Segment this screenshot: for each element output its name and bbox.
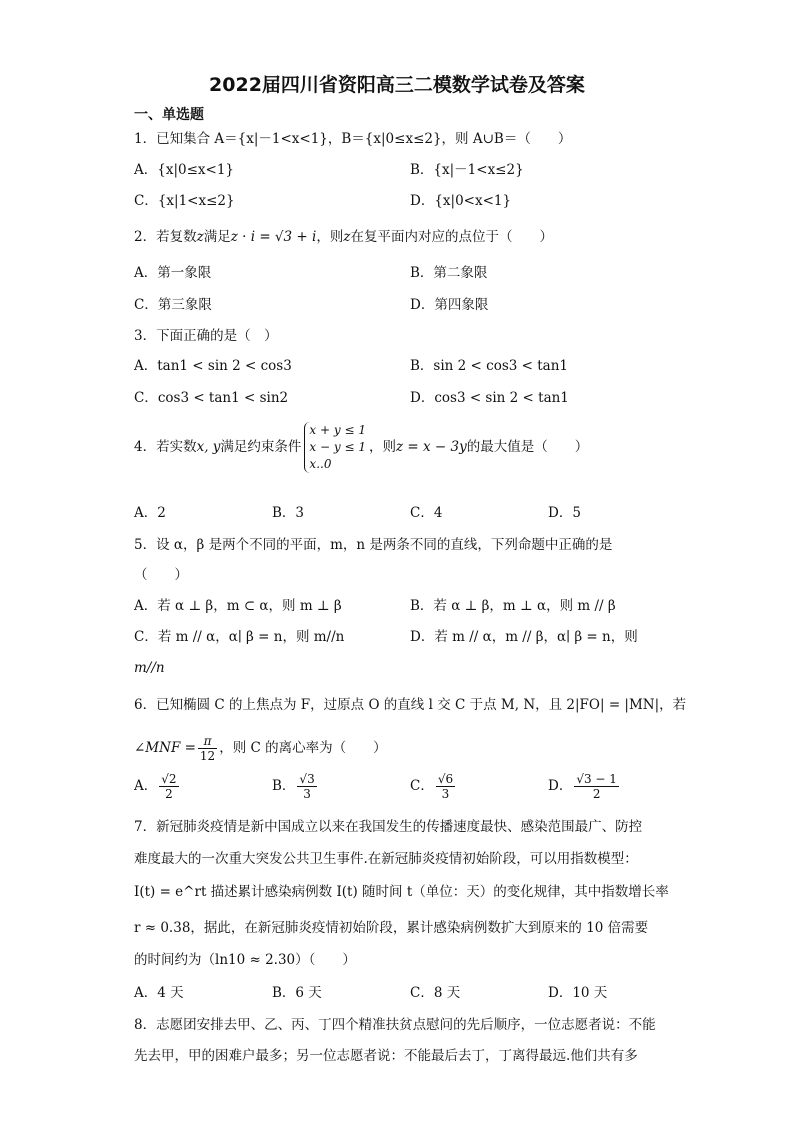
q6-a-den: 2 (165, 787, 173, 801)
q4-constraint-1: x + y ≤ 1 (309, 423, 366, 437)
q6-fraction (198, 734, 217, 763)
q5-option-d-cont: m//n (134, 660, 165, 676)
q6-c-den: 3 (441, 787, 450, 801)
q7-option-d: D．10 天 (548, 985, 608, 1001)
q7-option-c: C．8 天 (410, 985, 461, 1001)
q1-option-a: A．{x|0≤x<1} (134, 162, 235, 178)
q2-option-c: C．第三象限 (134, 297, 212, 313)
question-4-stem (134, 422, 588, 473)
q4-option-b: B．3 (272, 505, 305, 521)
q4-text-4: 的最大值是（ ） (466, 439, 589, 455)
q4-objective: z = x − 3y (395, 439, 467, 455)
q6-d-frac (574, 772, 619, 801)
q1-option-d: D．{x|0<x<1} (410, 193, 512, 209)
q6-d-label: D． (548, 778, 573, 794)
q6-c-label: C． (410, 778, 434, 794)
q2-option-b: B．第二象限 (410, 265, 488, 281)
q6-a-frac (159, 772, 178, 801)
q2-var-z2: z (343, 229, 351, 245)
q2-equation: z · i = √3 + i (230, 229, 317, 245)
question-2-stem (134, 227, 553, 247)
q2-var-z: z (196, 229, 204, 245)
question-6-stem: 6．已知椭圆 C 的上焦点为 F，过原点 O 的直线 l 交 C 于点 M, N，且 2|FO| = |MN|，若 (134, 697, 687, 713)
q3-option-a: A．tan1 < sin 2 < cos3 (134, 358, 292, 374)
q6-b-frac (297, 772, 316, 801)
q2-option-a: A．第一象限 (134, 265, 212, 281)
question-6-stem-2 (134, 734, 387, 763)
q1-option-b: B．{x|－1<x≤2} (410, 162, 524, 178)
q6-option-b (272, 772, 319, 801)
question-7-line-3: I(t) = e^rt 描述累计感染病例数 I(t) 随时间 t（单位：天）的变化规律，其中指数增长率 (134, 884, 669, 900)
question-7-line-5: 的时间约为（ln10 ≈ 2.30）（ ） (134, 952, 356, 968)
question-7-line-4: r ≈ 0.38，据此，在新冠肺炎疫情初始阶段，累计感染病例数扩大到原来的 10 倍需要 (134, 920, 649, 936)
q4-constraint-2: x − y ≤ 1 (309, 440, 366, 454)
q6-c-num: √6 (437, 772, 454, 786)
q6-option-d (548, 772, 621, 801)
question-5-stem: 5．设 α，β 是两个不同的平面，m，n 是两条不同的直线，下列命题中正确的是 (134, 537, 613, 553)
q6-b-label: B． (272, 778, 296, 794)
q6-b-den: 3 (303, 787, 311, 801)
q6-d-num: √3 − 1 (576, 772, 617, 786)
q5-option-d: D．若 m // α，m // β，α∣ β = n，则 (410, 629, 638, 645)
q4-vars: x, y (196, 439, 221, 455)
q3-option-b: B．sin 2 < cos3 < tan1 (410, 358, 568, 374)
question-1-stem: 1．已知集合 A＝{x|－1<x<1}，B＝{x|0≤x≤2}，则 A∪B＝（ ） (134, 131, 572, 147)
question-3-stem: 3．下面正确的是（ ） (134, 328, 278, 344)
question-7-line-1: 7．新冠肺炎疫情是新中国成立以来在我国发生的传播速度最快、感染范围最广、防控 (134, 819, 643, 835)
q2-text-1: 2．若复数 (134, 229, 197, 245)
question-8-line-2: 先去甲，甲的困难户最多；另一位志愿者说：不能最后去丁，丁离得最远.他们共有多 (134, 1048, 638, 1064)
q6-num: π (198, 734, 217, 749)
q5-option-a: A．若 α ⊥ β，m ⊂ α，则 m ⊥ β (134, 598, 342, 614)
q3-option-d: D．cos3 < sin 2 < tan1 (410, 390, 569, 406)
q2-text-3: ，则 (316, 229, 344, 245)
q4-constraint-system (304, 422, 366, 473)
q6-a-num: √2 (161, 772, 177, 786)
q6-d-den: 2 (592, 787, 601, 801)
q6-angle: ∠MNF = (134, 740, 196, 756)
q6-option-a (134, 772, 181, 801)
q3-option-c: C．cos3 < tan1 < sin2 (134, 390, 289, 406)
q4-text-3: ，则 (368, 439, 396, 455)
q7-option-a: A．4 天 (134, 985, 184, 1001)
q6-b-num: √3 (299, 772, 315, 786)
q2-option-d: D．第四象限 (410, 297, 489, 313)
q4-option-d: D．5 (548, 505, 581, 521)
q6-option-c (410, 772, 457, 801)
question-5-stem-2: （ ） (134, 567, 188, 583)
q5-option-c: C．若 m // α，α∣ β = n，则 m//n (134, 629, 345, 645)
q1-option-c: C．{x|1<x≤2} (134, 193, 235, 209)
q4-text-2: 满足约束条件 (220, 439, 302, 455)
q6-a-label: A． (134, 778, 158, 794)
q6-den: 12 (199, 749, 216, 763)
q2-text-2: 满足 (203, 229, 231, 245)
q4-constraint-3: x..0 (309, 457, 332, 471)
section-heading: 一、单选题 (134, 107, 204, 123)
question-7-line-2: 难度最大的一次重大突发公共卫生事件.在新冠肺炎疫情初始阶段，可以用指数模型： (134, 851, 638, 867)
question-8-line-1: 8．志愿团安排去甲、乙、丙、丁四个精准扶贫点慰问的先后顺序，一位志愿者说：不能 (134, 1017, 656, 1033)
q6-c-frac (436, 772, 455, 801)
q6-text-2: ，则 C 的离心率为（ ） (219, 740, 387, 756)
q2-text-4: 在复平面内对应的点位于（ ） (350, 229, 553, 245)
q5-option-b: B．若 α ⊥ β，m ⊥ α，则 m // β (410, 598, 616, 614)
q4-text-1: 4．若实数 (134, 439, 197, 455)
q4-option-c: C．4 (410, 505, 443, 521)
q7-option-b: B．6 天 (272, 985, 322, 1001)
page-title: 2022届四川省资阳高三二模数学试卷及答案 (209, 74, 585, 96)
q4-option-a: A．2 (134, 505, 166, 521)
